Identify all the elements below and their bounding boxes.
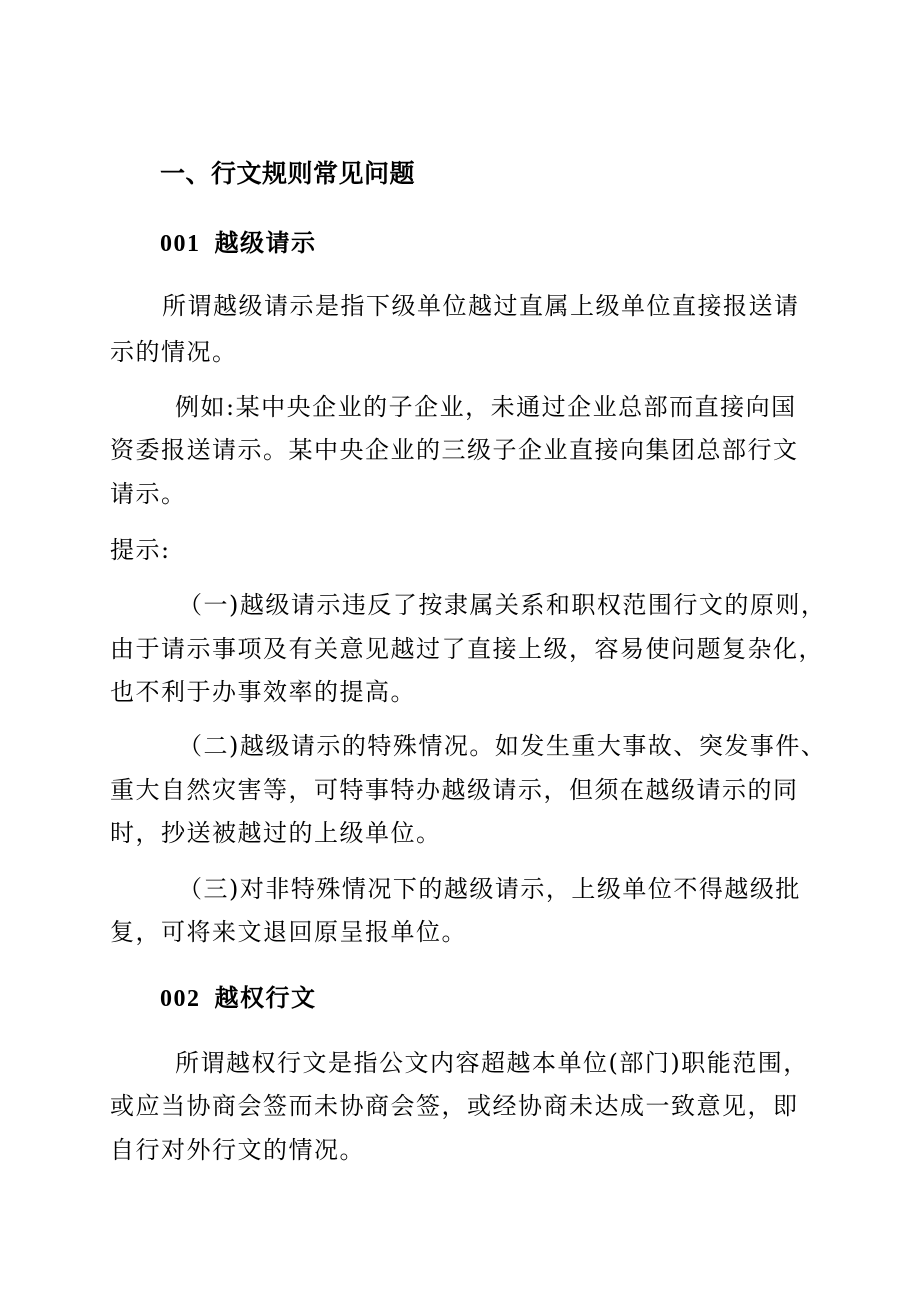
paragraph-line: 所谓越权行文是指公文内容超越本单位(部门)职能范围， xyxy=(175,1049,809,1077)
paragraph-line: 时，抄送被越过的上级单位。 xyxy=(110,819,442,847)
paragraph-line: （二)越级请示的特殊情况。如发生重大事故、突发事件、 xyxy=(178,732,827,760)
paragraph-line: 示的情况。 xyxy=(110,338,238,366)
item-title: 越级请示 xyxy=(214,228,317,257)
paragraph-line: （一)越级请示违反了按隶属关系和职权范围行文的原则， xyxy=(178,591,827,619)
paragraph-line: 请示。 xyxy=(110,480,187,508)
item-number: 001 xyxy=(160,231,201,257)
paragraph-line: 自行对外行文的情况。 xyxy=(110,1136,365,1164)
tips-label: 提示: xyxy=(110,536,171,564)
paragraph-line: 例如:某中央企业的子企业，未通过企业总部而直接向国 xyxy=(175,393,797,421)
item-title: 越权行文 xyxy=(214,983,317,1012)
item-number: 002 xyxy=(160,986,201,1012)
paragraph-line: 由于请示事项及有关意见越过了直接上级，容易使问题复杂化， xyxy=(110,635,824,663)
paragraph-line: 复，可将来文退回原呈报单位。 xyxy=(110,918,467,946)
paragraph-line: 或应当协商会签而未协商会签，或经协商未达成一致意见，即 xyxy=(110,1092,799,1120)
paragraph-line: 资委报送请示。某中央企业的三级子企业直接向集团总部行文 xyxy=(110,436,799,464)
item-heading-002 xyxy=(160,984,317,1013)
paragraph-line: 所谓越级请示是指下级单位越过直属上级单位直接报送请 xyxy=(162,292,800,320)
paragraph-line: 重大自然灾害等，可特事特办越级请示，但须在越级请示的同 xyxy=(110,776,799,804)
section-title: 一、行文规则常见问题 xyxy=(160,159,416,188)
item-heading-001 xyxy=(160,229,317,258)
paragraph-line: （三)对非特殊情况下的越级请示，上级单位不得越级批 xyxy=(178,875,801,903)
paragraph-line: 也不利于办事效率的提高。 xyxy=(110,678,416,706)
